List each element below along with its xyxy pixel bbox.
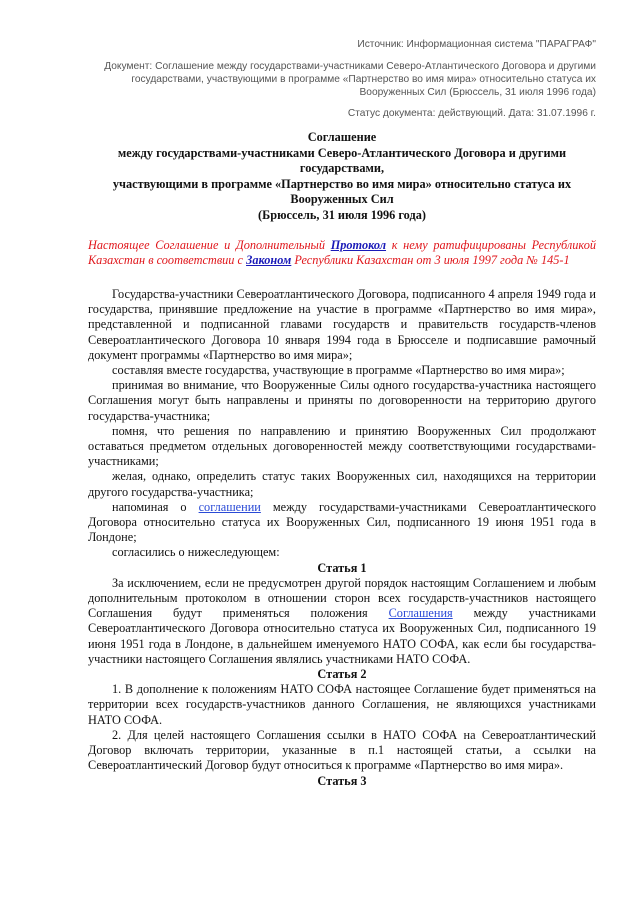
article-2-paragraph-2: 2. Для целей настоящего Соглашения ссылки в НАТО СОФА на Североатлантический Договор включать территории, указанные в п.1 настоящей статьи, а ссылки на Североатлантический Договор будут относиться к программе «Партнерство во имя мира». [88,727,596,773]
preamble-paragraph: помня, что решения по направлению и принятию Вооруженных Сил продолжают оставаться предметом отдельных договоренностей между соответствующими государствами-участниками; [88,423,596,469]
preamble-text: напоминая о [112,499,199,514]
document-title [88,130,596,223]
sofa-agreement-link[interactable]: Соглашения [388,606,453,621]
document-status-line: Статус документа: действующий. Дата: 31.07.1996 г. [347,108,596,119]
preamble-paragraph: желая, однако, определить статус таких Вооруженных сил, находящихся на территории другого государства-участника; [88,469,596,499]
article-1-paragraph [88,576,596,667]
article-3-title: Статья 3 [317,773,367,788]
article-1-title: Статья 1 [317,560,367,575]
preamble-paragraph: Государства-участники Североатлантического Договора, подписанного 4 апреля 1949 года и государства, принявшие предложение на участие в программе «Партнерство во имя мира», представленной и подписанной главами государств и правительств государств-членов Североатлантического Договора 10 января 1994 года в Брюсселе и подписавшие рамочный документ программы «Партнерство во имя мира»; [88,287,596,362]
preamble-paragraph [88,500,596,546]
preamble-paragraph: принимая во внимание, что Вооруженные Силы одного государства-участника настоящего Соглашения могут быть направлены и приняты по договоренности на территорию другого государства-участника; [88,378,596,423]
source-header [88,38,596,120]
title-line-1: Соглашение [307,130,377,144]
document-body [88,287,596,789]
preamble-paragraph: согласились о нижеследующем: [112,545,280,560]
article-text: между участниками Североатлантического Договора относительно статуса их Вооруженных Сил, подписанного 19 июня 1951 года в Лондоне, в дальнейшем именуемого НАТО СОФА, как если бы государства-участники настоящего Соглашения являлись участниками НАТО СОФА. [88,606,596,666]
preamble-text: между государствами-участниками Североатлантического Договора относительно статуса их Вооруженных Сил, подписанного 19 июня 1951 года в Лондоне; [88,499,596,545]
title-line-2: между государствами-участниками Северо-Атлантического Договора и другими государствами, [117,145,567,175]
protocol-link[interactable]: Протокол [330,238,387,252]
preamble-paragraph: составляя вместе государства, участвующие в программе «Партнерство во имя мира»; [112,363,565,378]
agreement-link[interactable]: соглашении [198,499,261,514]
ratification-text-3: Республики Казахстан от 3 июля 1997 года № 145-1 [291,253,570,267]
source-line: Источник: Информационная система "ПАРАГРАФ" [357,39,596,50]
ratification-text-2: к нему ратифицированы Республикой Казахстан в соответствии с [88,238,596,267]
article-2-title: Статья 2 [317,667,367,682]
ratification-text-1: Настоящее Соглашение и Дополнительный [88,238,331,252]
title-line-3: участвующими в программе «Партнерство во имя мира» относительно статуса их Вооруженных Сил [112,176,572,206]
document-page [88,0,596,789]
document-name-line: Документ: Соглашение между государствами-участниками Северо-Атлантического Договора и другими государствами, участвующими в программе «Партнерство во имя мира» относительно статуса их Вооруженных Сил (Брюссель, 31 июля 1996 года) [104,61,596,98]
law-link[interactable]: Законом [246,253,292,267]
ratification-note [88,238,596,268]
article-text: За исключением, если не предусмотрен другой порядок настоящим Соглашением и любым дополнительным протоколом в отношении сторон всех государств-участников настоящего Соглашения будут применяться положения [88,575,596,621]
title-line-4: (Брюссель, 31 июля 1996 года) [258,207,426,222]
article-2-paragraph-1: 1. В дополнение к положениям НАТО СОФА настоящее Соглашение будет применяться на территории всех государств-участников данного Соглашения, не являющихся участниками НАТО СОФА. [88,682,596,727]
